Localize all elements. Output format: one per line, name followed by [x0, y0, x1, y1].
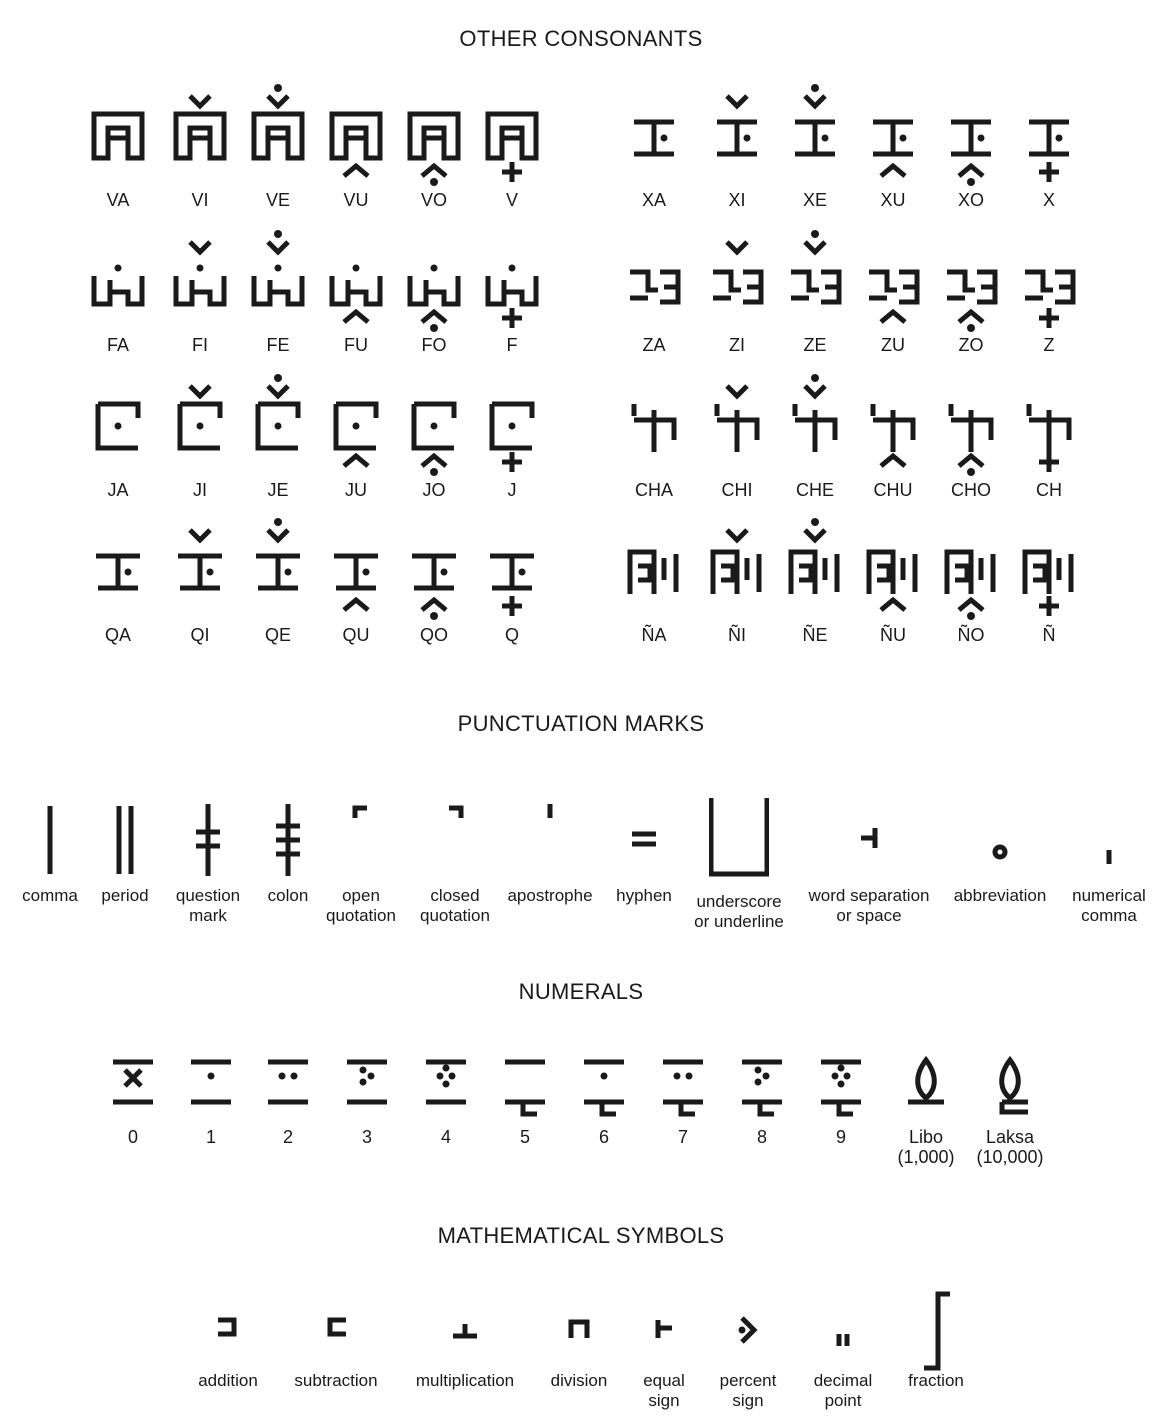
numeral-label	[955, 1127, 1065, 1167]
syllable-glyph	[482, 246, 542, 334]
math-symbol-label	[866, 1371, 1006, 1391]
numeral-glyph	[580, 1054, 628, 1124]
syllable-label-line1: JO	[422, 480, 446, 500]
punctuation-glyph	[520, 796, 580, 883]
syllable-label-line1: FO	[421, 335, 447, 355]
syllable-label-line1: ZA	[642, 335, 666, 355]
syllable-label-line1: ZI	[729, 335, 745, 355]
syllable-label-line1: CHU	[873, 480, 913, 500]
syllable-glyph	[785, 534, 845, 622]
syllable-label	[994, 480, 1104, 500]
syllable-glyph	[248, 100, 308, 188]
math-symbol-label-line2: sign	[732, 1391, 764, 1410]
syllable-glyph	[326, 534, 386, 622]
punctuation-label-line1: period	[101, 886, 149, 905]
math-symbol-label-line2: sign	[648, 1391, 680, 1410]
syllable-label	[457, 335, 567, 355]
syllable-label-line1: FA	[106, 335, 129, 355]
syllable-label-line1: XA	[641, 190, 666, 210]
syllable-glyph	[88, 100, 148, 188]
syllable-glyph	[785, 390, 845, 478]
syllable-glyph	[248, 390, 308, 478]
numeral-label-line1: 7	[677, 1127, 688, 1147]
punctuation-glyph	[20, 796, 80, 883]
syllable-glyph	[1019, 100, 1079, 188]
syllable-glyph	[248, 534, 308, 622]
punctuation-label-line2: comma	[1081, 906, 1137, 925]
punctuation-label-line2: quotation	[326, 906, 396, 925]
syllable-label-line1: VO	[420, 190, 447, 210]
syllable-glyph	[624, 100, 684, 188]
syllable-label-line1: VE	[265, 190, 290, 210]
punctuation-label	[669, 892, 809, 932]
numeral-label-line1: 2	[282, 1127, 293, 1147]
syllable-glyph	[707, 100, 767, 188]
syllable-label-line1: XU	[880, 190, 906, 210]
numeral-label-line1: 0	[127, 1127, 138, 1147]
numeral-label-line1: Libo	[908, 1127, 944, 1147]
punctuation-glyph	[970, 796, 1030, 883]
syllable-glyph	[1019, 534, 1079, 622]
punctuation-label-line1: abbreviation	[953, 886, 1047, 905]
punctuation-glyph	[425, 796, 485, 883]
math-symbol-label-line2: point	[824, 1391, 862, 1410]
syllable-label	[457, 625, 567, 645]
syllable-label-line1: ÑO	[957, 625, 985, 645]
punctuation-label-line1: hyphen	[616, 886, 672, 905]
punctuation-label-line1: apostrophe	[507, 886, 593, 905]
syllable-glyph	[88, 246, 148, 334]
math-symbol-label-line1: percent	[719, 1371, 777, 1390]
syllable-label-line1: JE	[267, 480, 289, 500]
syllable-label-line1: QI	[190, 625, 210, 645]
syllable-label-line1: ÑA	[641, 625, 667, 645]
math-symbol-glyph	[306, 1290, 366, 1377]
syllable-glyph	[482, 534, 542, 622]
numeral-glyph	[109, 1054, 157, 1124]
syllable-label-line1: F	[506, 335, 518, 355]
syllable-label-line1: ÑI	[728, 625, 746, 645]
syllable-label-line1: ÑE	[802, 625, 828, 645]
punctuation-glyph	[839, 796, 899, 883]
syllable-glyph	[88, 390, 148, 478]
punctuation-label	[799, 886, 939, 926]
syllable-label-line1: JU	[345, 480, 367, 500]
punctuation-glyph	[331, 796, 391, 883]
punctuation-glyph	[709, 796, 769, 883]
math-symbol-glyph	[906, 1290, 966, 1377]
syllable-label-line1: Z	[1043, 335, 1055, 355]
syllable-label-line1: CHO	[951, 480, 991, 500]
syllable-label-line1: CHA	[634, 480, 673, 500]
syllable-glyph	[707, 390, 767, 478]
syllable-glyph	[170, 390, 230, 478]
math-symbol-glyph	[813, 1290, 873, 1377]
punctuation-label-line2: or space	[836, 906, 902, 925]
math-symbol-label-line1: fraction	[908, 1371, 964, 1390]
syllable-glyph	[863, 390, 923, 478]
numeral-glyph	[422, 1054, 470, 1124]
syllable-label-line1: FU	[344, 335, 368, 355]
math-symbol-label-line1: subtraction	[294, 1371, 378, 1390]
syllable-glyph	[785, 246, 845, 334]
syllable-label-line1: CHE	[795, 480, 834, 500]
syllable-label-line1: FI	[192, 335, 208, 355]
syllable-label	[457, 190, 567, 210]
numeral-glyph	[501, 1054, 549, 1124]
syllable-glyph	[624, 534, 684, 622]
syllable-label	[994, 190, 1104, 210]
syllable-label-line1: V	[505, 190, 518, 210]
numeral-label-line2: (10,000)	[976, 1147, 1044, 1167]
math-symbol-label-line1: equal	[643, 1371, 685, 1390]
syllable-glyph	[707, 534, 767, 622]
syllable-glyph	[863, 100, 923, 188]
syllable-glyph	[863, 534, 923, 622]
math-symbol-label-line1: addition	[198, 1371, 258, 1390]
math-symbol-glyph	[549, 1290, 609, 1377]
syllable-glyph	[170, 100, 230, 188]
numeral-glyph	[187, 1054, 235, 1124]
syllable-glyph	[624, 246, 684, 334]
numeral-glyph	[659, 1054, 707, 1124]
numeral-label-line1: 5	[519, 1127, 530, 1147]
syllable-glyph	[1019, 390, 1079, 478]
section-title-punctuation: PUNCTUATION MARKS	[457, 711, 705, 736]
syllable-label-line1: X	[1042, 190, 1055, 210]
syllable-glyph	[326, 246, 386, 334]
numeral-label-line1: 9	[835, 1127, 846, 1147]
syllable-glyph	[404, 534, 464, 622]
syllable-label-line1: ZE	[803, 335, 827, 355]
syllable-glyph	[326, 100, 386, 188]
punctuation-glyph	[95, 796, 155, 883]
syllable-glyph	[941, 390, 1001, 478]
punctuation-label-line1: numerical	[1072, 886, 1146, 905]
math-symbol-glyph	[718, 1290, 778, 1377]
punctuation-glyph	[1079, 796, 1139, 883]
numeral-label-line2: (1,000)	[897, 1147, 955, 1167]
syllable-glyph	[941, 100, 1001, 188]
syllable-label-line1: FE	[266, 335, 290, 355]
numeral-label-line1: 8	[756, 1127, 767, 1147]
syllable-label-line1: CH	[1036, 480, 1062, 500]
math-symbol-label-line1: multiplication	[415, 1371, 515, 1390]
punctuation-label-line2: quotation	[420, 906, 490, 925]
punctuation-label	[1039, 886, 1162, 926]
numeral-glyph	[343, 1054, 391, 1124]
syllable-label-line1: Ñ	[1042, 625, 1056, 645]
syllable-glyph	[941, 534, 1001, 622]
syllable-glyph	[1019, 246, 1079, 334]
syllable-label-line1: VI	[191, 190, 209, 210]
section-title-consonants: OTHER CONSONANTS	[459, 26, 703, 51]
syllable-glyph	[170, 534, 230, 622]
syllable-glyph	[941, 246, 1001, 334]
syllable-label	[994, 625, 1104, 645]
syllable-label-line1: VA	[106, 190, 130, 210]
syllable-label-line1: VU	[343, 190, 369, 210]
syllable-label-line1: XE	[802, 190, 827, 210]
syllable-glyph	[482, 390, 542, 478]
syllable-label-line1: QO	[419, 625, 448, 645]
punctuation-label-line1: open	[342, 886, 380, 905]
syllable-label-line1: QE	[264, 625, 291, 645]
syllable-label-line1: J	[507, 480, 517, 500]
syllable-label-line1: JI	[192, 480, 207, 500]
syllable-label-line1: ZO	[958, 335, 984, 355]
syllable-glyph	[863, 246, 923, 334]
numeral-glyph	[738, 1054, 786, 1124]
syllable-glyph	[482, 100, 542, 188]
numeral-label-line1: Laksa	[985, 1127, 1035, 1147]
section-title-numerals: NUMERALS	[518, 979, 644, 1004]
punctuation-label-line1: closed	[430, 886, 480, 905]
syllable-glyph	[785, 100, 845, 188]
syllable-glyph	[248, 246, 308, 334]
numeral-glyph	[902, 1054, 950, 1124]
punctuation-label-line2: mark	[189, 906, 227, 925]
syllable-label-line1: ÑU	[880, 625, 906, 645]
syllable-label-line1: XI	[728, 190, 746, 210]
punctuation-label-line1: underscore	[696, 892, 782, 911]
numeral-label-line1: 4	[440, 1127, 451, 1147]
syllable-glyph	[404, 100, 464, 188]
punctuation-label-line1: word separation	[808, 886, 930, 905]
math-symbol-label	[266, 1371, 406, 1391]
numeral-glyph	[264, 1054, 312, 1124]
syllable-label-line1: XO	[957, 190, 984, 210]
punctuation-label-line1: comma	[22, 886, 78, 905]
syllable-label-line1: QA	[104, 625, 131, 645]
syllable-label-line1: ZU	[881, 335, 905, 355]
syllable-label	[457, 480, 567, 500]
punctuation-glyph	[258, 796, 318, 883]
numeral-glyph	[986, 1054, 1034, 1124]
numeral-label-line1: 6	[598, 1127, 609, 1147]
punctuation-glyph	[614, 796, 674, 883]
math-symbol-label-line1: decimal	[813, 1371, 873, 1390]
math-symbol-glyph	[198, 1290, 258, 1377]
syllable-label-line1: CHI	[721, 480, 753, 500]
punctuation-label-line1: question	[175, 886, 241, 905]
math-symbol-glyph	[435, 1290, 495, 1377]
math-symbol-label-line1: division	[550, 1371, 608, 1390]
syllable-label-line1: JA	[107, 480, 129, 500]
syllable-glyph	[88, 534, 148, 622]
syllable-glyph	[170, 246, 230, 334]
syllable-glyph	[404, 390, 464, 478]
syllable-label-line1: QU	[342, 625, 370, 645]
numeral-label-line1: 3	[361, 1127, 372, 1147]
syllable-glyph	[326, 390, 386, 478]
syllable-glyph	[404, 246, 464, 334]
syllable-label-line1: Q	[504, 625, 519, 645]
numeral-label-line1: 1	[205, 1127, 216, 1147]
punctuation-label-line2: or underline	[694, 912, 784, 931]
syllable-glyph	[624, 390, 684, 478]
punctuation-glyph	[178, 796, 238, 883]
punctuation-label-line1: colon	[267, 886, 309, 905]
math-symbol-glyph	[634, 1290, 694, 1377]
syllable-glyph	[707, 246, 767, 334]
numeral-glyph	[817, 1054, 865, 1124]
section-title-math: MATHEMATICAL SYMBOLS	[437, 1223, 725, 1248]
syllable-label	[994, 335, 1104, 355]
